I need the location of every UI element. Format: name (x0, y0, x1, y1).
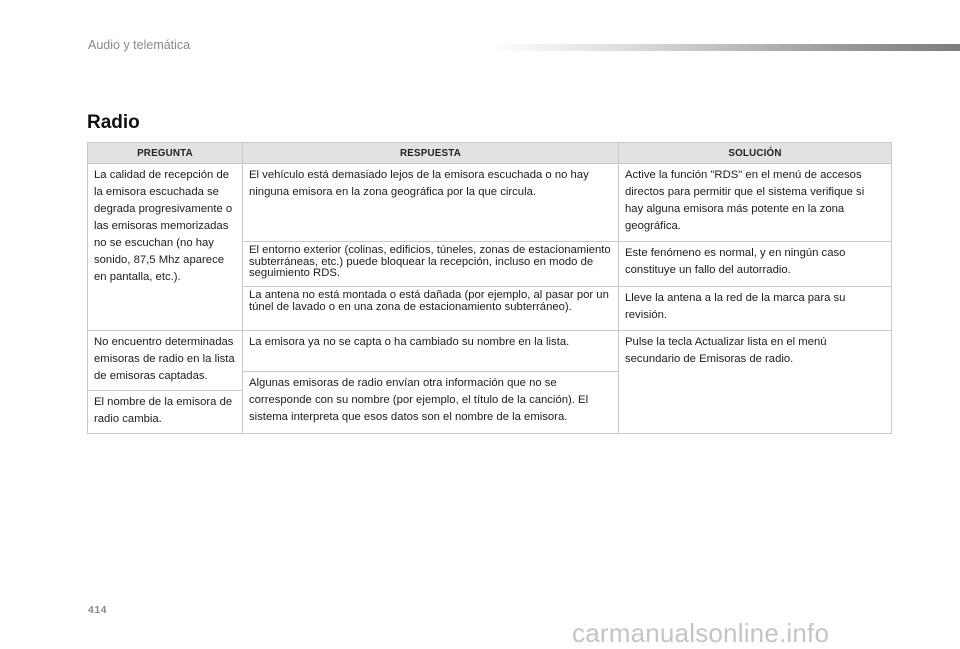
table-row (88, 164, 892, 242)
solution-cell: Pulse la tecla Actualizar lista en el menú secundario de Emisoras de radio. (619, 331, 892, 434)
solution-cell: Active la función "RDS" en el menú de accesos directos para permitir que el sistema verifique si hay alguna emisora más potente en la zona geográfica. (619, 164, 892, 242)
page-title: Radio (87, 112, 140, 133)
watermark: carmanualsonline.info (572, 618, 830, 648)
answer-cell: El entorno exterior (colinas, edificios, túneles, zonas de estacionamiento subterráneas, etc.) puede bloquear la recepción, incluso en modo de seguimiento RDS. (243, 242, 619, 287)
column-header-question: PREGUNTA (88, 143, 243, 164)
answer-cell: La emisora ya no se capta o ha cambiado su nombre en la lista. (243, 331, 619, 372)
troubleshooting-table (87, 142, 892, 434)
question-cell: No encuentro determinadas emisoras de radio en la lista de emisoras captadas. (88, 331, 243, 391)
column-header-answer: RESPUESTA (243, 143, 619, 164)
solution-cell: Este fenómeno es normal, y en ningún caso constituye un fallo del autorradio. (619, 242, 892, 287)
page-number: 414 (88, 604, 108, 616)
question-cell: El nombre de la emisora de radio cambia. (88, 391, 243, 434)
answer-cell: El vehículo está demasiado lejos de la emisora escuchada o no hay ninguna emisora en la zona geográfica por la que circula. (243, 164, 619, 242)
table-row (88, 331, 892, 372)
column-header-solution: SOLUCIÓN (619, 143, 892, 164)
answer-cell: Algunas emisoras de radio envían otra información que no se corresponde con su nombre (por ejemplo, el título de la canción). El sistema interpreta que esos datos son el nombre de la emisora. (243, 372, 619, 434)
table-header-row (88, 143, 892, 164)
solution-cell: Lleve la antena a la red de la marca para su revisión. (619, 287, 892, 331)
section-header: Audio y telemática (88, 38, 191, 52)
header-divider (488, 44, 960, 51)
question-cell: La calidad de recepción de la emisora escuchada se degrada progresivamente o las emisoras memorizadas no se escuchan (no hay sonido, 87,5 Mhz aparece en pantalla, etc.). (88, 164, 243, 331)
answer-cell: La antena no está montada o está dañada (por ejemplo, al pasar por un túnel de lavado o en una zona de estacionamiento subterráneo). (243, 287, 619, 331)
